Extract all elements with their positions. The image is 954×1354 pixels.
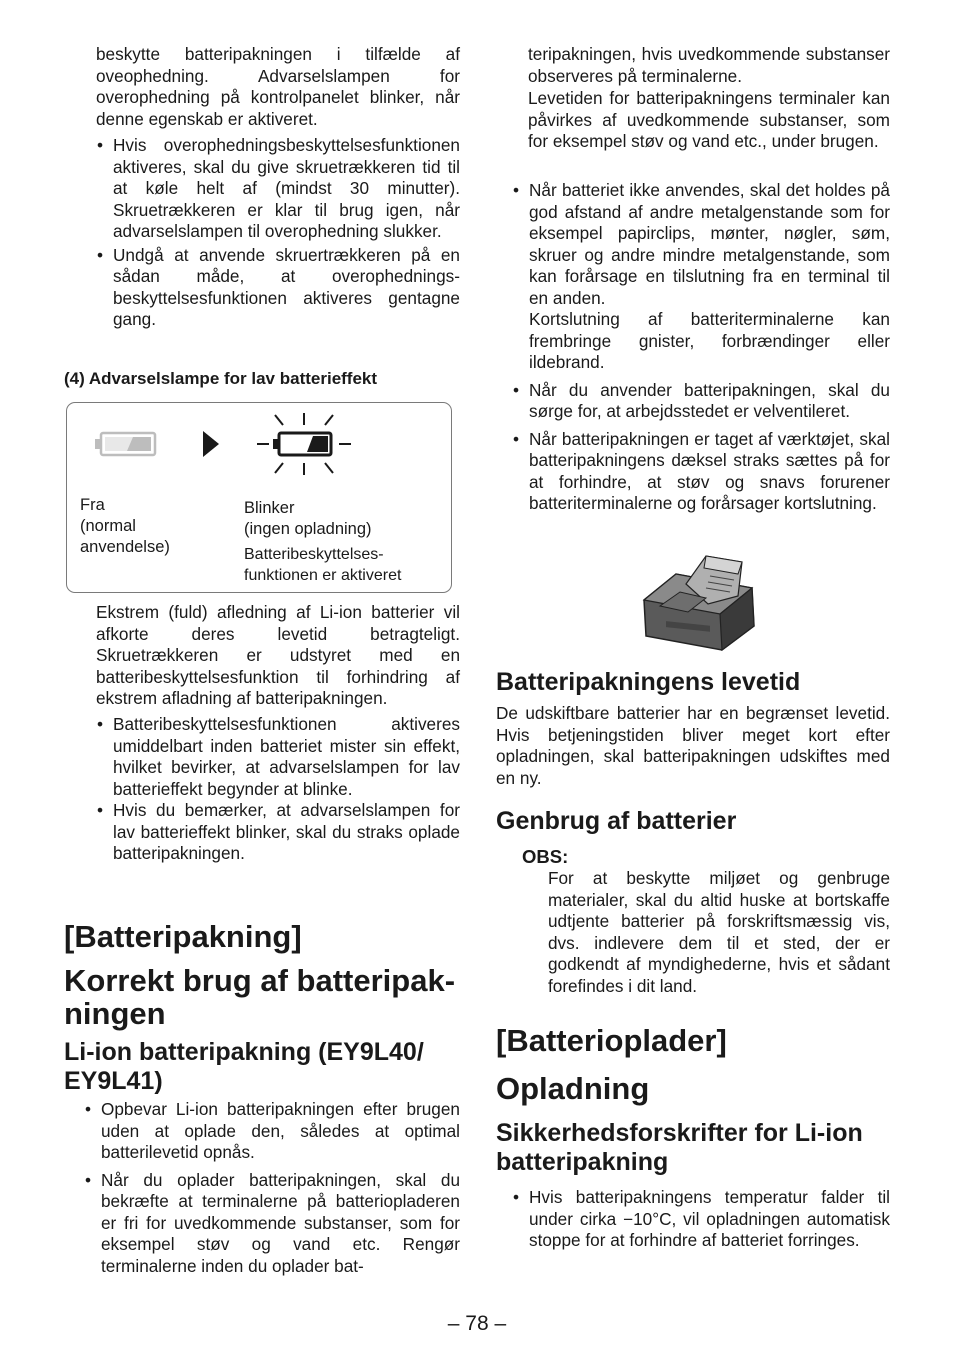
heading-levetid: Batteripakningens levetid	[496, 668, 801, 696]
list-item: • Batteribeskyttelsesfunktionen aktiveres umiddelbart inden batteriet mister sin effekt, hvilket bevirker, at advarselslampen for lav batterieffekt begynder at blinke.	[96, 714, 460, 800]
section-4-heading: (4) Advarselslampe for lav batterieffekt	[64, 369, 378, 388]
label-off: Fra (normal anvendelse)	[80, 496, 170, 556]
terminal-lifetime-paragraph: Levetiden for batteripakningens terminaler kan påvirkes af uvedkommende substanser, som for eksempel støv og vand etc., under brugen.	[528, 88, 890, 151]
list-item: • Opbevar Li-ion batteripakningen efter brugen uden at oplade den, således at optimal batterilevetid opnås.	[84, 1099, 460, 1164]
battery-pack-illustration	[636, 548, 762, 654]
list-item: • Hvis batteripakningens temperatur falder til under cirka −10°C, vil opladningen automatisk stoppe for at forhindre af batteriet forringes.	[512, 1187, 890, 1252]
safety-bullets	[512, 180, 890, 515]
list-item: • Undgå at anvende skruertrækkeren på en sådan måde, at overophednings-beskyttelsesfunktionen aktiveres gentagne gang.	[96, 245, 460, 331]
list-item: • Når batteripakningen er taget af værktøjet, skal batteripakningens dæksel straks sættes på for at forhindre, at støv og snavs forurener batteriterminalerne og forårsager kortslutning.	[512, 429, 890, 515]
battery-blink-icon	[257, 413, 351, 475]
list-item: • Når du oplader batteripakningen, skal du bekræfte at terminalerne på batteriopladeren er fri for uvedkommende substanser, som for eksempel støv og vand etc. Rengør terminalerne inden du oplader bat-	[84, 1170, 460, 1278]
list-item: • Når batteriet ikke anvendes, skal det holdes på god afstand af andre metalgenstande som for eksempel papirclips, mønter, nøgler, søm, skruer og andre mindre metalgenstande, som kan forårsage en tilslutning fra en terminal til en anden. Kortslutning af batteriterminalerne kan frembringe gnister, forbrændinger eller ildebrand.	[512, 180, 890, 374]
title-korrekt-brug: Korrekt brug af batteripak- ningen	[64, 963, 456, 1031]
subtitle-sikkerhed: Sikkerhedsforskrifter for Li-ion batteripakning	[496, 1119, 863, 1176]
subtitle-liion: Li-ion batteripakning (EY9L40/ EY9L41)	[64, 1038, 424, 1095]
charging-bullets	[512, 1187, 890, 1252]
battery-off-icon	[95, 433, 155, 455]
continued-paragraph: teripakningen, hvis uvedkommende substanser observeres på terminalerne.	[528, 44, 890, 86]
title-batteripakning: [Batteripakning]	[64, 919, 302, 954]
page-number: – 78 –	[447, 1312, 507, 1335]
storage-bullets	[84, 1099, 460, 1277]
list-item: • Hvis overophedningsbeskyttelsesfunktionen aktiveres, skal du give skruetrækkeren tid til at køle helt af (mindst 30 minutter). Skruetrækkeren er klar til brug igen, når advarselslampen til overophedning slukker.	[96, 135, 460, 243]
discharge-paragraph: Ekstrem (fuld) afledning af Li-ion batterier vil afkorte deres levetid betragteligt. Skruetrækkeren er udstyret med en batteribeskyttelsesfunktion til forhindring af ekstrem afladning af batteripakningen.	[96, 602, 460, 708]
protection-bullets	[96, 714, 460, 865]
battery-indicator-figure	[66, 402, 452, 593]
obs-label: OBS:	[522, 846, 569, 867]
title-batterioplader: [Batterioplader]	[496, 1023, 727, 1058]
list-item: • Når du anvender batteripakningen, skal du sørge for, at arbejdsstedet er velventileret.	[512, 380, 890, 423]
list-item: • Hvis du bemærker, at advarselslampen for lav batterieffekt blinker, skal du straks oplade batteripakningen.	[96, 800, 460, 865]
overheat-bullets	[96, 135, 460, 331]
label-blink: Blinker (ingen opladning)	[244, 499, 372, 538]
obs-paragraph: For at beskytte miljøet og genbruge materialer, skal du altid huske at bortskaffe udtjente batterier på forskriftsmæssig vis, dvs. indlevere dem til et sted, der er godkendt af myndighederne, hvis et sådant forefindes i dit land.	[548, 868, 890, 996]
title-opladning: Opladning	[496, 1071, 650, 1106]
heading-genbrug: Genbrug af batterier	[496, 807, 737, 835]
label-protection: Batteribeskyttelses- funktionen er aktiveret	[244, 546, 402, 584]
levetid-paragraph: De udskiftbare batterier har en begrænset levetid. Hvis betjeningstiden bliver meget kort efter opladningen, skal batteripakningen udskiftes med en ny.	[496, 703, 890, 788]
arrow-right-icon	[203, 431, 219, 457]
intro-paragraph: beskytte batteripakningen i tilfælde af oveophedning. Advarselslampen for overophedning på kontrolpanelet blinker, når denne egenskab er aktiveret.	[96, 44, 460, 129]
